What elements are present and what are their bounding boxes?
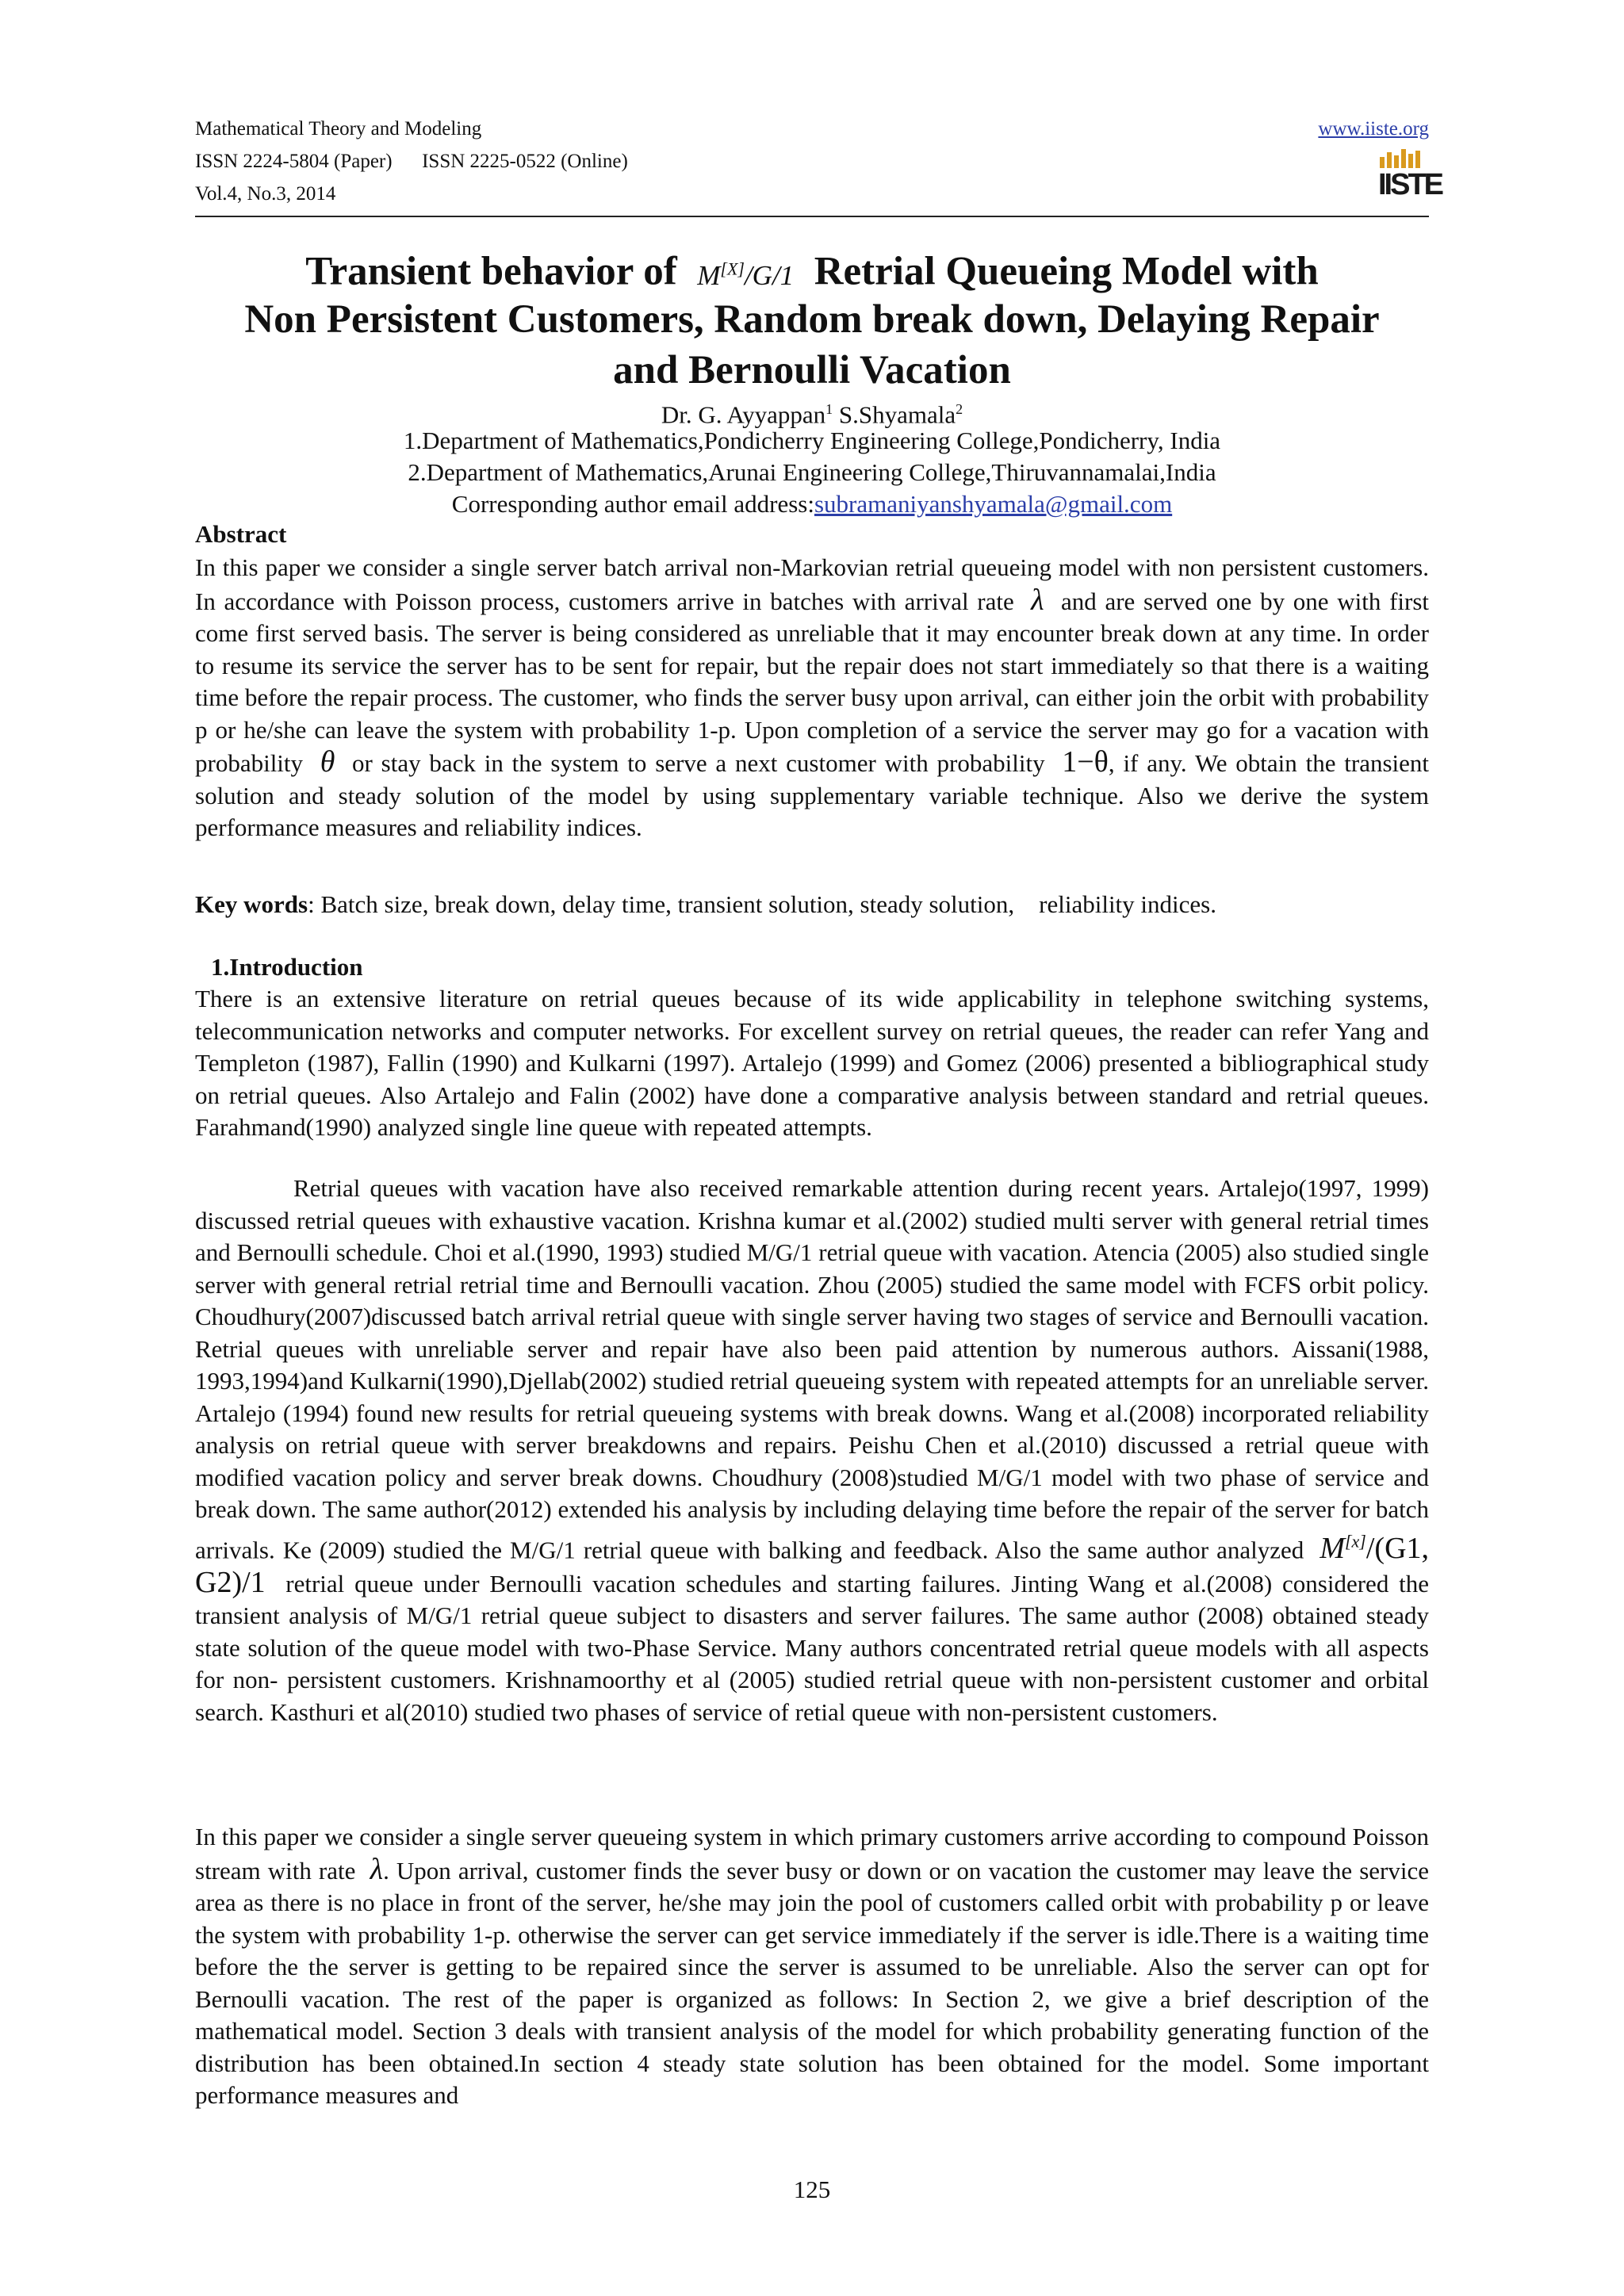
title-line-3: and Bernoulli Vacation [613, 348, 1011, 392]
page-number: 125 [793, 2175, 831, 2203]
intro-paragraph-2: Retrial queues with vacation have also received remarkable attention during recent years. Artalejo(1997, 1999) discussed retrial queues with exhaustive vacation. Krishna kumar et al.(2002) studied multi server with general retrial times and Bernoulli schedule. Choi et al.(1990, 1993) studied M/G/1 retrial queue with vacation. Atencia (2005) also studied single server with general retrial retrial time and Bernoulli vacation. Zhou (2005) studied the same model with FCFS orbit policy. Choudhury(2007)discussed batch arrival retrial queue with single server having two stages of service and Bernoulli vacation. Retrial queues with unreliable server and repair have also been paid attention by numerous authors. Aissani(1988, 1993,1994)and Kulkarni(1990),Djellab(2002) studied retrial queueing system with repeated attempts for an unreliable server. Artalejo (1994) found new results for retrial queueing systems with break downs. Wang et al.(2008) incorporated reliability analysis on retrial queue with server breakdowns and repairs. Peishu Chen et al.(2010) discussed a retrial queue with modified vacation policy and server break downs. Choudhury (2008)studied M/G/1 model with two phase of service and break down. The same author(2012) extended his analysis by including delaying time before the repair of the server for batch arrivals. Ke (2009) studied the M/G/1 retrial queue with balking and feedback. Also the same author analyzed M[x]/(G1, G2)/1 retrial queue under Bernoulli vacation schedules and starting failures. Jinting Wang et al.(2008) considered the transient analysis of M/G/1 retrial queue subject to disasters and server failures. The same author (2008) obtained steady state solution of the queue model with two-Phase Service. Many authors concentrated retrial queue models with all aspects for non- persistent customers. Krishnamoorthy et al (2005) studied retrial queue with non-persistent customer and orbital search. Kasthuri et al(2010) studied two phases of service of retial queue with non-persistent customers. [195, 1174, 1430, 1726]
keywords-line: Key words: Batch size, break down, delay time, transient solution, steady solution, reliability indices. [195, 890, 1216, 918]
one-minus-theta: 1−θ [1062, 745, 1109, 779]
lambda-symbol: λ [1031, 583, 1044, 617]
journal-name: Mathematical Theory and Modeling [195, 118, 482, 140]
title-line-2: Non Persistent Customers, Random break down, Delaying Repair [244, 297, 1380, 342]
introduction-heading: 1.Introduction [211, 953, 363, 981]
affiliation-2: 2.Department of Mathematics,Arunai Engineering College,Thiruvannamalai,India [408, 458, 1216, 486]
volume-line: Vol.4, No.3, 2014 [195, 183, 336, 205]
authors-line: Dr. G. Ayyappan$^1$ S.Shyamala$^2$ [661, 400, 963, 429]
iiste-logo [1378, 146, 1442, 209]
title-line-1: Transient behavior of M[X]/G/1 Retrial Queueing Model with [305, 249, 1319, 294]
intro-paragraph-1: There is an extensive literature on retrial queues because of its wide applicability in telephone switching systems, telecommunication networks and computer networks. For excellent survey on retrial queues, the reader can refer Yang and Templeton (1987), Fallin (1990) and Kulkarni (1997). Artalejo (1999) and Gomez (2006) presented a bibliographical study on retrial queues. Also Artalejo and Falin (2002) have done a comparative analysis between standard and retrial queues. Farahmand(1990) analyzed single line queue with repeated attempts. [195, 985, 1429, 1141]
email-link[interactable]: subramaniyanshyamala@gmail.com [814, 490, 1173, 518]
theta-symbol: θ [320, 745, 335, 779]
abstract-heading: Abstract [195, 520, 287, 548]
title-math: M[X]/G/1 [697, 258, 795, 291]
website-link[interactable]: www.iiste.org [1318, 118, 1429, 140]
issn-line: ISSN 2224-5804 (Paper) ISSN 2225-0522 (Online) [195, 151, 628, 172]
lambda-symbol-2: λ [370, 1852, 384, 1886]
intro-paragraph-3: In this paper we consider a single server queueing system in which primary customers arrive according to compound Poisson stream with rate λ. Upon arrival, customer finds the sever busy or down or on vacation the customer may leave the service area as there is no place in front of the server, he/she may join the pool of customers called orbit with probability p or leave the system with probability 1-p. otherwise the server can get service immediately if the server is idle.There is a waiting time before the the server is getting to be repaired since the server is assumed to be unreliable. Also the server can opt for Bernoulli vacation. The rest of the paper is organized as follows: In Section 2, we give a brief description of the mathematical model. Section 3 deals with transient analysis of the model for which probability generating function of the distribution has been obtained.In section 4 steady state solution has been obtained for the model. Some important performance measures and [195, 1823, 1429, 2109]
logo-text: IISTE [1378, 168, 1442, 201]
abstract-text: In this paper we consider a single server batch arrival non-Markovian retrial queueing model with non persistent customers. In accordance with Poisson process, customers arrive in batches with arrival rate λ and are served one by one with first come first served basis. The server is being considered as unreliable that it may encounter break down at any time. In order to resume its service the server has to be sent for repair, but the repair does not start immediately so that there is a waiting time before the repair process. The customer, who finds the server busy upon arrival, can either join the orbit with probability p or he/she can leave the system with probability 1-p. Upon completion of a service the server may go for a vacation with probability θ or stay back in the system to serve a next customer with probability 1−θ, if any. We obtain the transient solution and steady solution of the model by using supplementary variable technique. Also we derive the system performance measures and reliability indices. [195, 553, 1430, 841]
header-divider [195, 216, 1429, 217]
corresponding-author: Corresponding author email address:subramaniyanshyamala@gmail.com [451, 490, 1173, 518]
affiliation-1: 1.Department of Mathematics,Pondicherry Engineering College,Pondicherry, India [403, 427, 1221, 454]
batch-model-math: M[x]/(G1, G2)/1 [195, 1531, 1430, 1599]
